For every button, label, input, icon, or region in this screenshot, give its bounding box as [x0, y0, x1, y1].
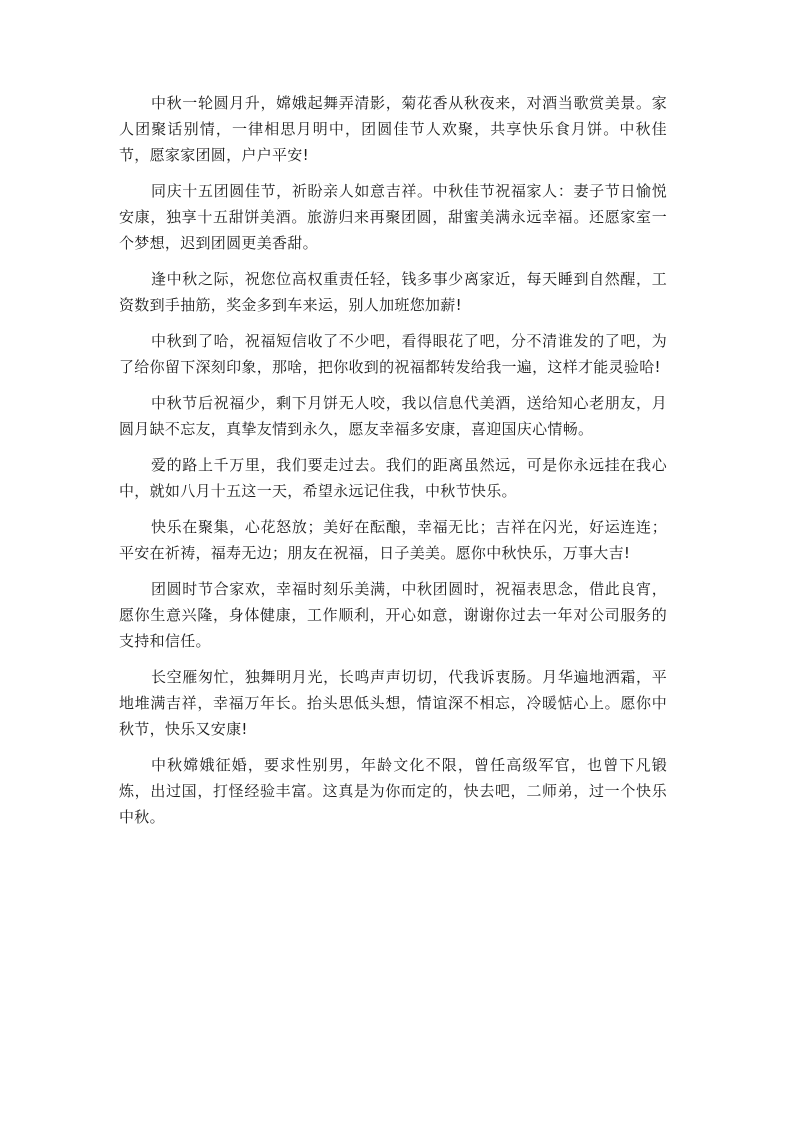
paragraph-4: 中秋到了哈，祝福短信收了不少吧，看得眼花了吧，分不清谁发的了吧，为了给你留下深刻印象，那啥，把你收到的祝福都转发给我一遍，这样才能灵验哈! [119, 332, 667, 376]
paragraph-7: 快乐在聚集，心花怒放；美好在酝酿，幸福无比；吉祥在闪光，好运连连；平安在祈祷，福寿无边；朋友在祝福，日子美美。愿你中秋快乐，万事大吉! [119, 518, 667, 562]
paragraph-1: 中秋一轮圆月升，嫦娥起舞弄清影，菊花香从秋夜来，对酒当歌赏美景。家人团聚话别情，一律相思月明中，团圆佳节人欢聚，共享快乐食月饼。中秋佳节，愿家家团圆，户户平安! [119, 94, 667, 164]
paragraph-3: 逢中秋之际，祝您位高权重责任轻，钱多事少离家近，每天睡到自然醒，工资数到手抽筋，奖金多到车来运，别人加班您加薪! [119, 270, 667, 314]
paragraph-6: 爱的路上千万里，我们要走过去。我们的距离虽然远，可是你永远挂在我心中，就如八月十五这一天，希望永远记住我，中秋节快乐。 [119, 456, 667, 500]
paragraph-8: 团圆时节合家欢，幸福时刻乐美满，中秋团圆时，祝福表思念，借此良宵，愿你生意兴隆，身体健康，工作顺利，开心如意，谢谢你过去一年对公司服务的支持和信任。 [119, 580, 667, 650]
paragraph-10: 中秋嫦娥征婚，要求性别男，年龄文化不限，曾任高级军官，也曾下凡锻炼，出过国，打怪经验丰富。这真是为你而定的，快去吧，二师弟，过一个快乐中秋。 [119, 756, 667, 826]
paragraph-2: 同庆十五团圆佳节，祈盼亲人如意吉祥。中秋佳节祝福家人：妻子节日愉悦安康，独享十五甜饼美酒。旅游归来再聚团圆，甜蜜美满永远幸福。还愿家室一个梦想，迟到团圆更美香甜。 [119, 182, 667, 252]
paragraph-9: 长空雁匆忙，独舞明月光，长鸣声声切切，代我诉衷肠。月华遍地洒霜，平地堆满吉祥，幸福万年长。抬头思低头想，情谊深不相忘，冷暖惦心上。愿你中秋节，快乐又安康! [119, 668, 667, 738]
document-body [119, 90, 667, 840]
paragraph-5: 中秋节后祝福少，剩下月饼无人咬，我以信息代美酒，送给知心老朋友，月圆月缺不忘友，真挚友情到永久，愿友幸福多安康，喜迎国庆心情畅。 [119, 394, 667, 438]
